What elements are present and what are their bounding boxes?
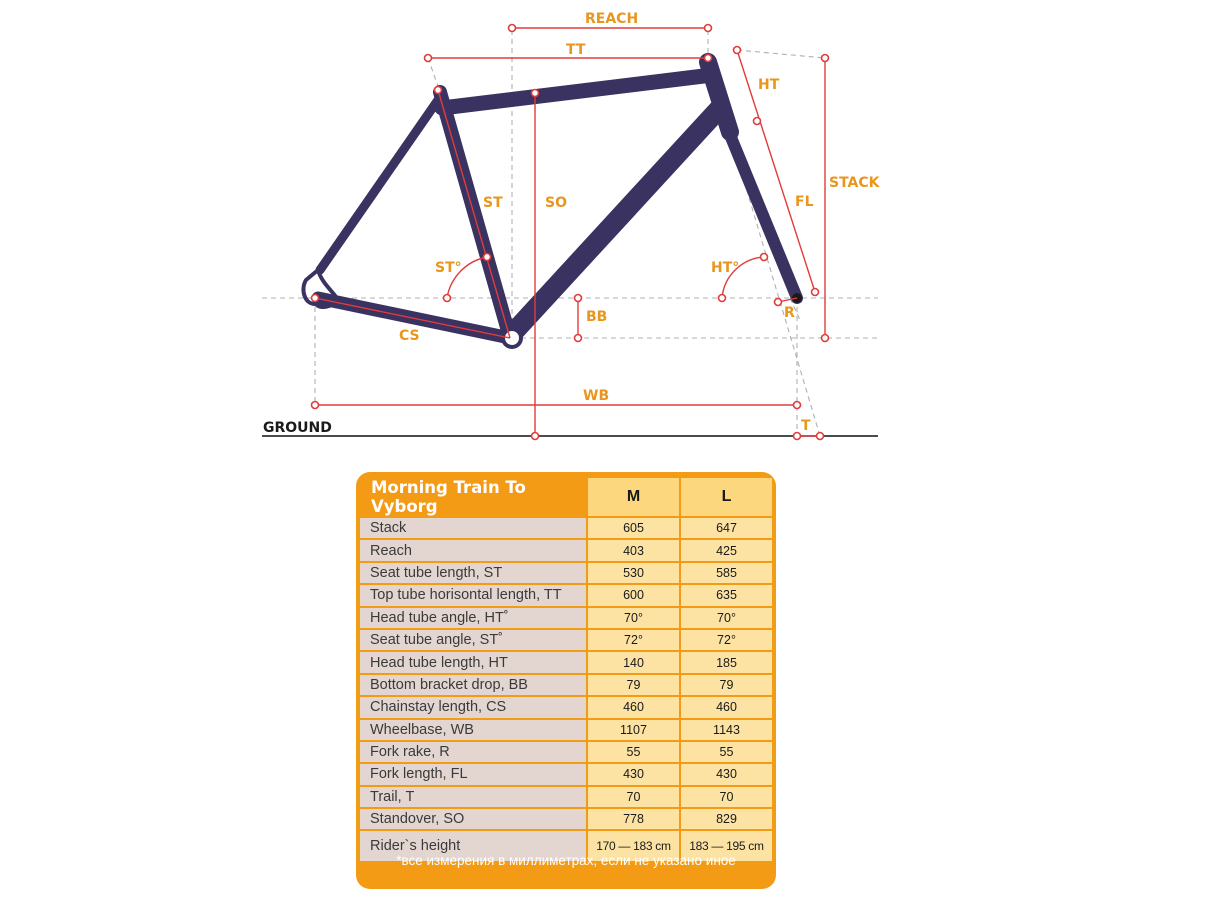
size-header-m: M (586, 478, 679, 516)
label-bb: BB (586, 309, 608, 325)
table-row (360, 608, 772, 628)
row-value-l: 585 (679, 563, 772, 583)
row-value-l: 55 (679, 742, 772, 762)
table-row (360, 742, 772, 762)
row-value-l: 829 (679, 809, 772, 829)
row-name: Wheelbase, WB (360, 720, 586, 740)
table-row (360, 518, 772, 538)
table-row (360, 675, 772, 695)
size-header-l: L (679, 478, 772, 516)
row-name: Bottom bracket drop, BB (360, 675, 586, 695)
table-row (360, 585, 772, 605)
row-value-m: 605 (586, 518, 679, 538)
row-value-m: 140 (586, 652, 679, 672)
table-body (360, 518, 772, 861)
label-so: SO (545, 195, 567, 211)
label-reach: REACH (585, 11, 639, 27)
label-tt: TT (566, 42, 586, 58)
label-fl: FL (795, 194, 814, 210)
row-value-m: 70 (586, 787, 679, 807)
row-value-m: 403 (586, 540, 679, 560)
table-row (360, 697, 772, 717)
geometry-table (360, 476, 772, 863)
row-name: Fork rake, R (360, 742, 586, 762)
table-footnote: *все измерения в миллиметрах, если не указано иное (396, 853, 736, 868)
row-value-m: 170 — 183 cm (586, 831, 679, 861)
row-value-l: 635 (679, 585, 772, 605)
row-name: Trail, T (360, 787, 586, 807)
table-row (360, 630, 772, 650)
row-name: Stack (360, 518, 586, 538)
label-r: R (784, 305, 795, 321)
row-value-l: 425 (679, 540, 772, 560)
row-value-l: 72° (679, 630, 772, 650)
label-ht: HT (758, 77, 780, 93)
geometry-table-card (356, 472, 776, 889)
row-value-m: 430 (586, 764, 679, 784)
table-header-row (360, 478, 772, 516)
label-st: ST (483, 195, 503, 211)
row-value-l: 70 (679, 787, 772, 807)
row-value-l: 70° (679, 608, 772, 628)
row-value-m: 70° (586, 608, 679, 628)
row-value-l: 460 (679, 697, 772, 717)
row-value-m: 778 (586, 809, 679, 829)
row-value-m: 1107 (586, 720, 679, 740)
row-value-m: 55 (586, 742, 679, 762)
ground-label: GROUND (263, 420, 332, 436)
row-value-l: 430 (679, 764, 772, 784)
row-value-m: 600 (586, 585, 679, 605)
row-name: Rider`s height (360, 831, 586, 861)
table-row (360, 563, 772, 583)
row-value-m: 460 (586, 697, 679, 717)
row-name: Seat tube angle, ST˚ (360, 630, 586, 650)
label-wb: WB (583, 388, 610, 404)
row-name: Standover, SO (360, 809, 586, 829)
label-cs: CS (399, 328, 420, 344)
row-value-l: 79 (679, 675, 772, 695)
row-value-l: 183 — 195 cm (679, 831, 772, 861)
table-row (360, 720, 772, 740)
row-value-m: 72° (586, 630, 679, 650)
table-row (360, 764, 772, 784)
row-name: Seat tube length, ST (360, 563, 586, 583)
label-st-angle: ST° (435, 260, 462, 276)
row-name: Top tube horisontal length, TT (360, 585, 586, 605)
table-row (360, 540, 772, 560)
row-value-m: 530 (586, 563, 679, 583)
table-title: Morning Train To Vyborg (371, 478, 526, 516)
row-value-l: 185 (679, 652, 772, 672)
row-name: Reach (360, 540, 586, 560)
row-name: Chainstay length, CS (360, 697, 586, 717)
label-t: T (801, 418, 811, 434)
table-row (360, 652, 772, 672)
label-ht-angle: HT° (711, 260, 740, 276)
row-value-l: 647 (679, 518, 772, 538)
row-name: Fork length, FL (360, 764, 586, 784)
row-value-l: 1143 (679, 720, 772, 740)
row-name: Head tube length, HT (360, 652, 586, 672)
row-value-m: 79 (586, 675, 679, 695)
table-row (360, 787, 772, 807)
table-row (360, 809, 772, 829)
row-name: Head tube angle, HT˚ (360, 608, 586, 628)
label-stack: STACK (829, 175, 880, 191)
bike-geometry-diagram (0, 0, 1231, 460)
